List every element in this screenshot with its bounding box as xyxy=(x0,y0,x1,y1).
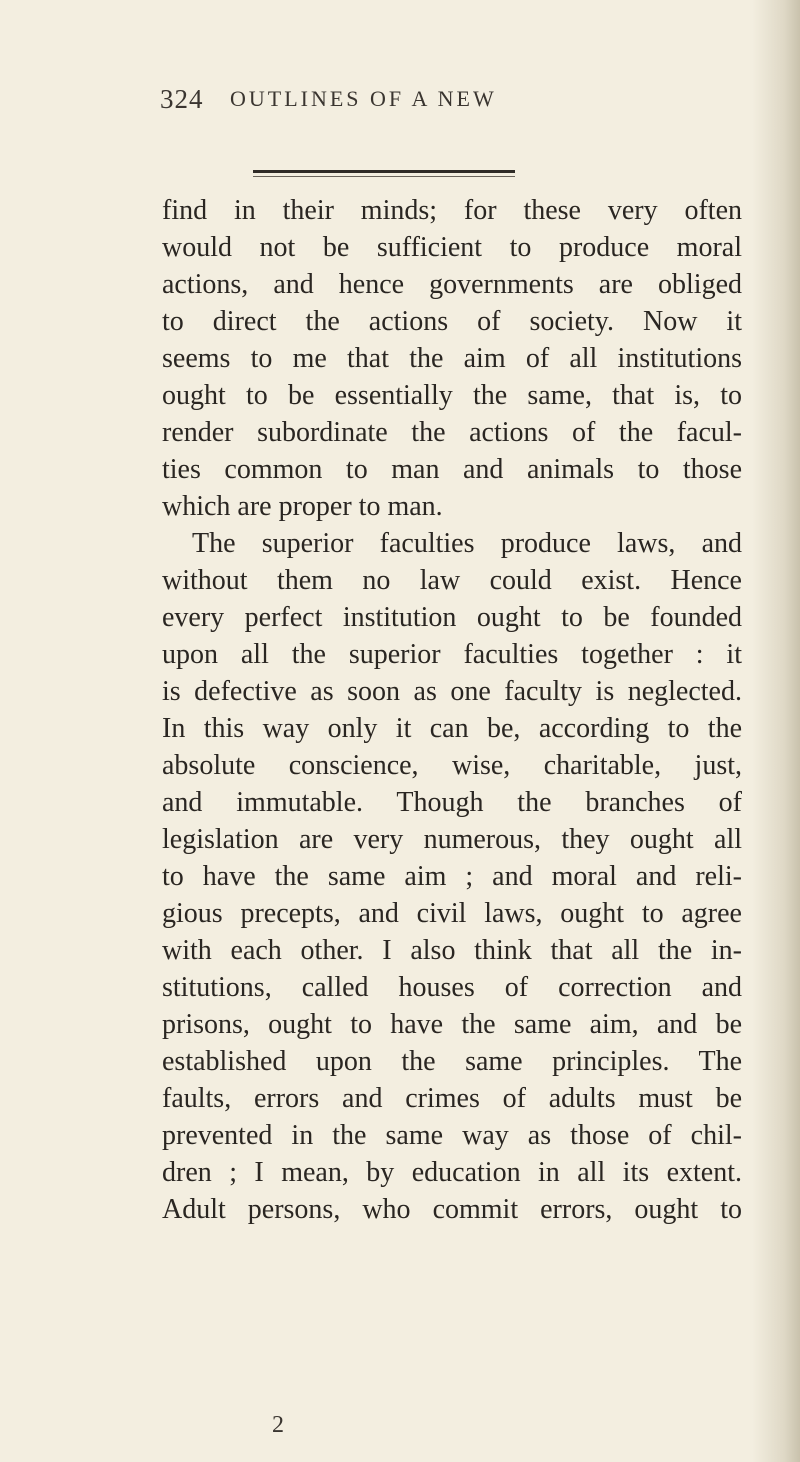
text-line: without them no law could exist. Hence xyxy=(162,565,742,596)
signature-mark: 2 xyxy=(272,1412,284,1438)
text-line: with each other. I also think that all the in- xyxy=(162,935,742,966)
page-number: 324 xyxy=(160,84,204,114)
running-head: OUTLINES OF A NEW xyxy=(230,86,497,111)
text-line: to direct the actions of society. Now it xyxy=(162,306,742,337)
text-line: seems to me that the aim of all institutions xyxy=(162,343,742,374)
text-line: is defective as soon as one faculty is neglected. xyxy=(162,676,742,707)
text-line: to have the same aim ; and moral and reli- xyxy=(162,861,742,892)
text-line: Adult persons, who commit errors, ought to xyxy=(162,1194,742,1225)
text-line: which are proper to man. xyxy=(162,491,443,522)
text-line: In this way only it can be, according to the xyxy=(162,713,742,744)
text-line: find in their minds; for these very often xyxy=(162,195,742,226)
text-line: render subordinate the actions of the facul- xyxy=(162,417,742,448)
text-line: prevented in the same way as those of chil- xyxy=(162,1120,742,1151)
text-line: actions, and hence governments are obliged xyxy=(162,269,742,300)
text-line: stitutions, called houses of correction and xyxy=(162,972,742,1003)
text-line: would not be sufficient to produce moral xyxy=(162,232,742,263)
text-line: every perfect institution ought to be founded xyxy=(162,602,742,633)
body-text xyxy=(162,192,742,1228)
text-line: The superior faculties produce laws, and xyxy=(192,528,742,559)
page-header xyxy=(0,84,800,124)
text-line: upon all the superior faculties together : it xyxy=(162,639,742,670)
text-line: gious precepts, and civil laws, ought to agree xyxy=(162,898,742,929)
header-rule xyxy=(253,170,515,173)
text-line: legislation are very numerous, they ought all xyxy=(162,824,742,855)
text-line: prisons, ought to have the same aim, and be xyxy=(162,1009,742,1040)
text-line: absolute conscience, wise, charitable, just, xyxy=(162,750,742,781)
text-line: dren ; I mean, by education in all its extent. xyxy=(162,1157,742,1188)
text-line: ties common to man and animals to those xyxy=(162,454,742,485)
text-line: faults, errors and crimes of adults must be xyxy=(162,1083,742,1114)
text-line: ought to be essentially the same, that is, to xyxy=(162,380,742,411)
text-line: established upon the same principles. The xyxy=(162,1046,742,1077)
text-line: and immutable. Though the branches of xyxy=(162,787,742,818)
header-rule-thin xyxy=(253,176,515,177)
